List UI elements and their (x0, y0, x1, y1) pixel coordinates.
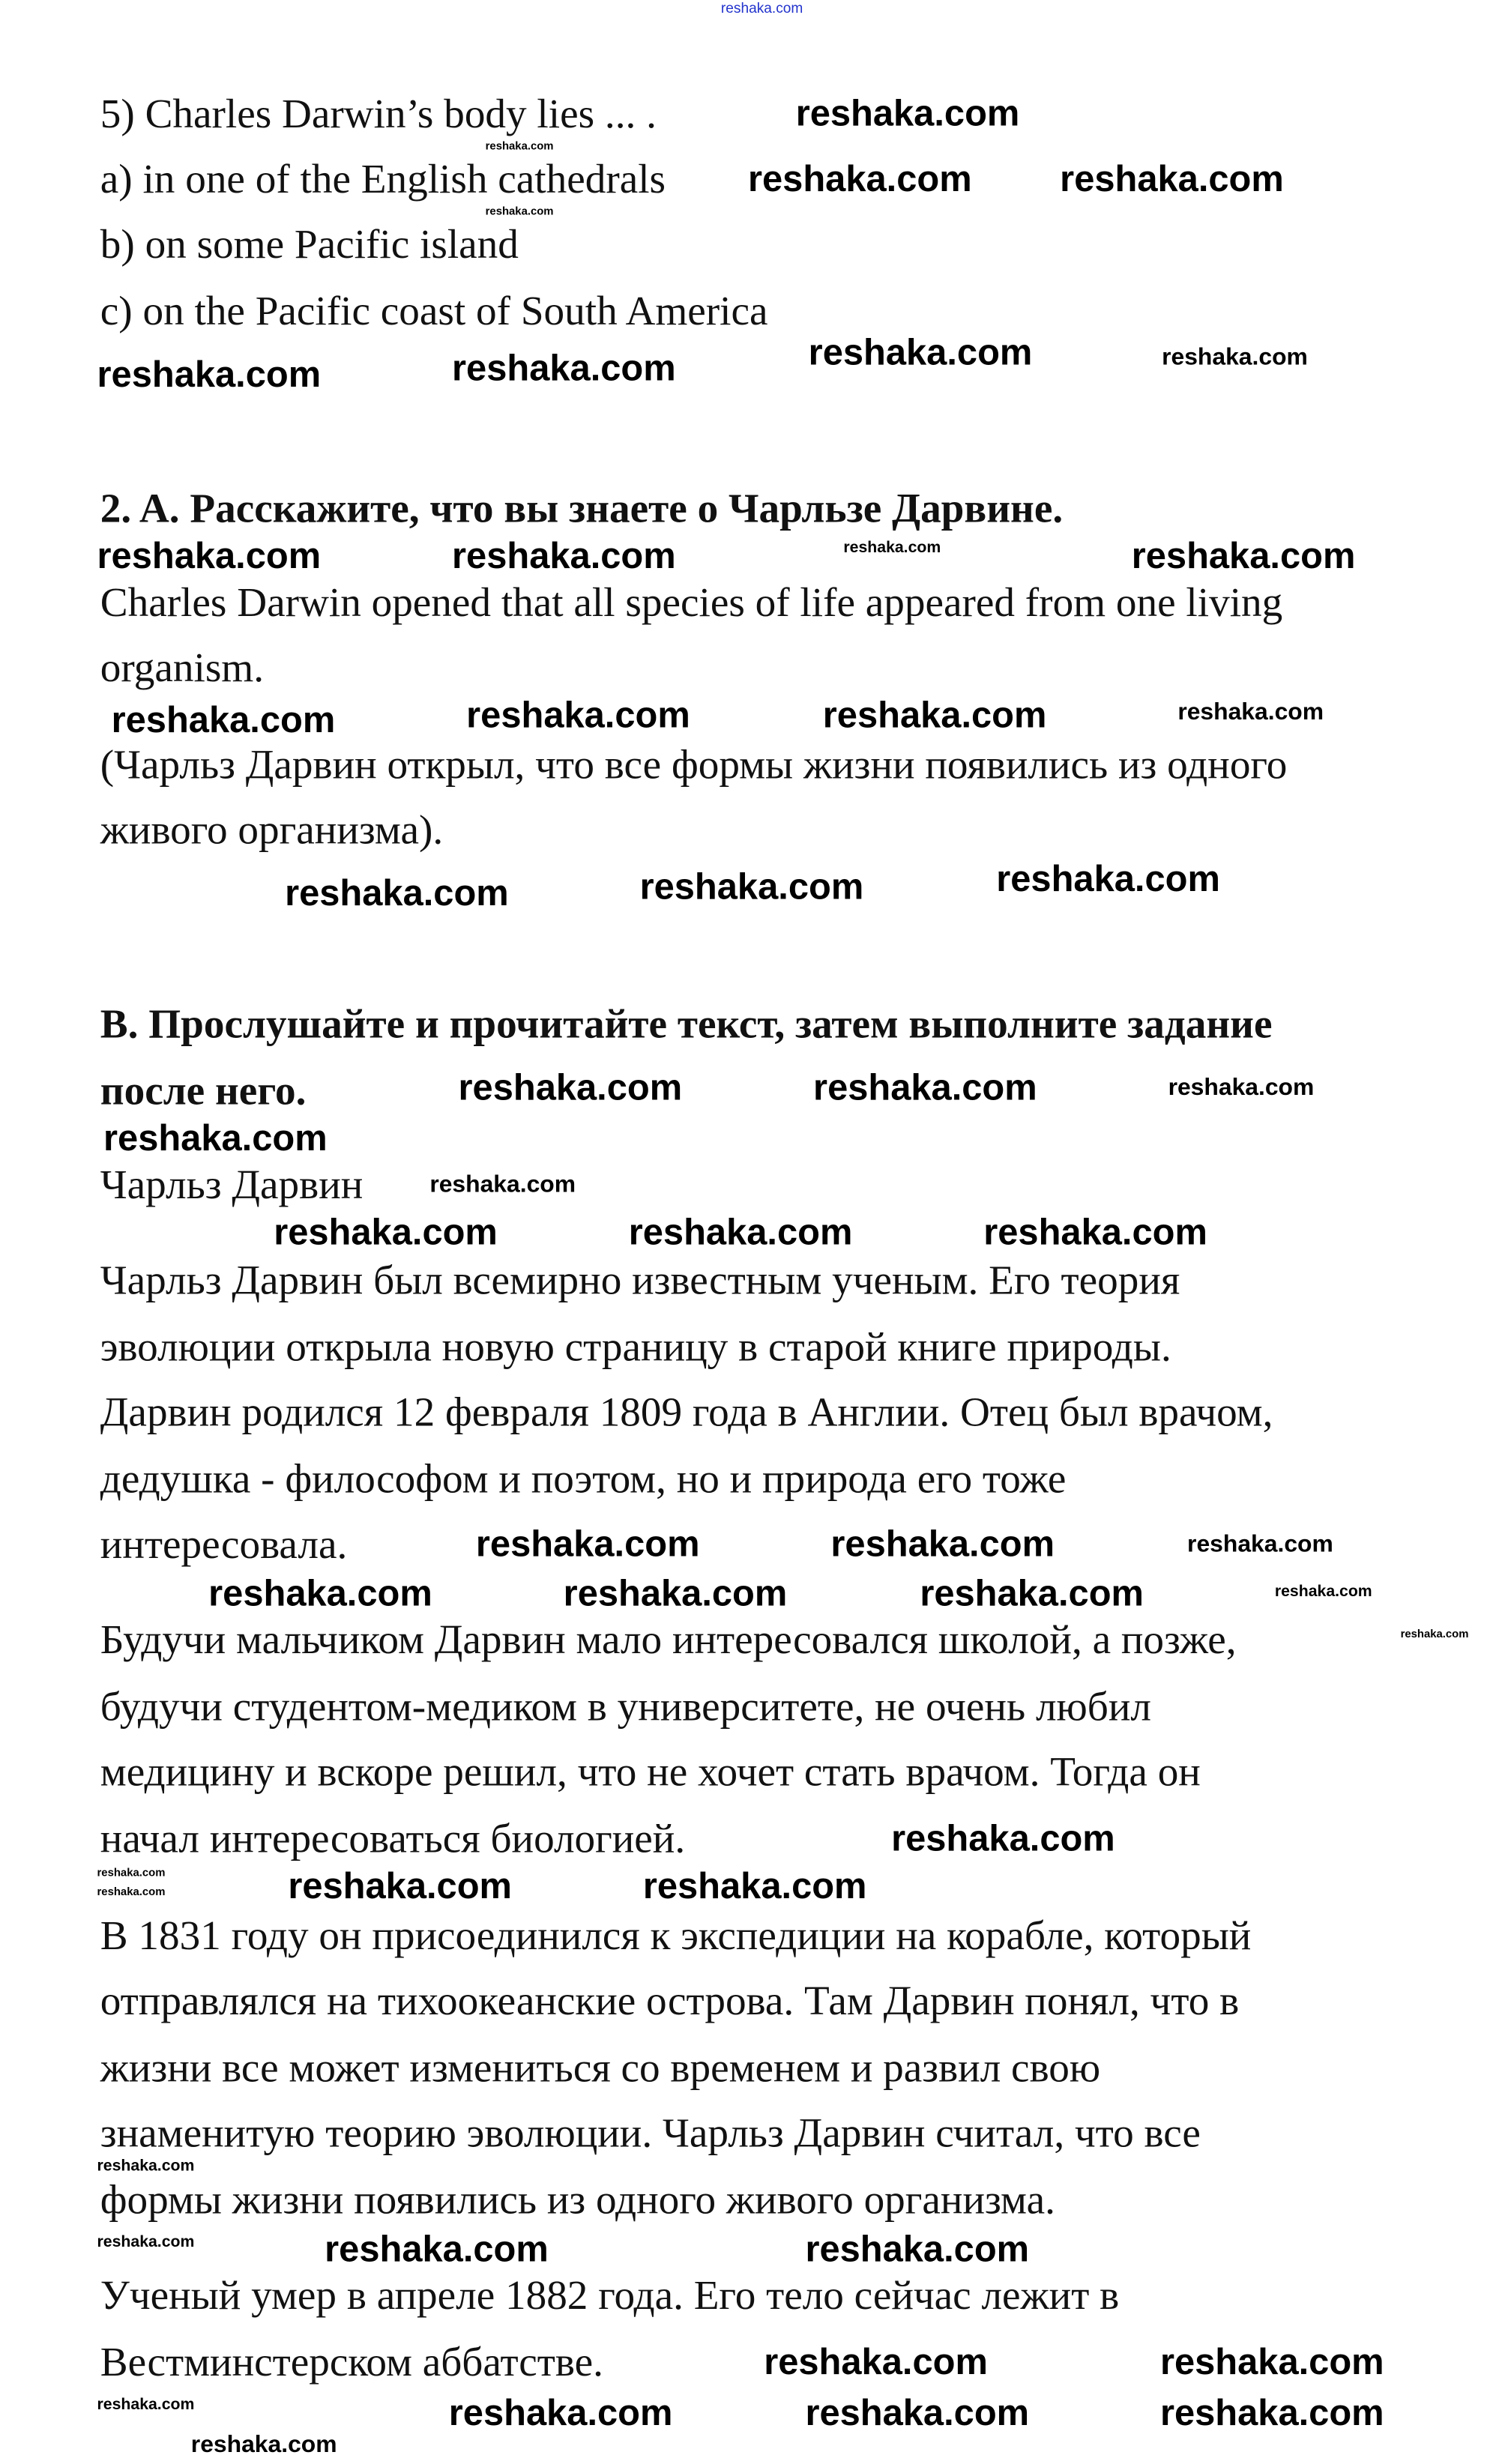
watermark: reshaka.com (808, 330, 1033, 372)
paragraph-line: начал интересоваться биологией. (100, 1815, 686, 1862)
watermark: reshaka.com (805, 2391, 1030, 2433)
watermark: reshaka.com (747, 157, 972, 199)
watermark: reshaka.com (563, 1571, 788, 1614)
watermark: reshaka.com (1131, 534, 1356, 576)
watermark: reshaka.com (97, 1887, 166, 1899)
watermark: reshaka.com (288, 1864, 512, 1906)
paragraph-line: медицину и вскоре решил, что не хочет стать врачом. Тогда он (100, 1748, 1201, 1796)
answer-line: Charles Darwin opened that all species of life appeared from one living (100, 579, 1283, 626)
watermark: reshaka.com (485, 141, 554, 153)
watermark: reshaka.com (97, 2234, 195, 2252)
watermark: reshaka.com (813, 1066, 1037, 1108)
translation-line: (Чарльз Дарвин открыл, что все формы жизни появились из одного (100, 741, 1288, 788)
watermark: reshaka.com (920, 1571, 1144, 1614)
text-title: Чарльз Дарвин (100, 1162, 364, 1208)
watermark: reshaka.com (111, 698, 336, 740)
watermark: reshaka.com (1168, 1074, 1315, 1102)
watermark: reshaka.com (325, 2227, 549, 2269)
translation-line: живого организма). (100, 806, 444, 854)
option-b: b) on some Pacific island (100, 221, 519, 268)
watermark: reshaka.com (475, 1523, 700, 1565)
watermark: reshaka.com (208, 1571, 432, 1614)
paragraph-line: В 1831 году он присоединился к экспедиции на корабле, который (100, 1912, 1252, 1959)
paragraph-line: эволюции открыла новую страницу в старой книге природы. (100, 1323, 1171, 1371)
paragraph-line: Вестминстерском аббатстве. (100, 2339, 603, 2385)
watermark: reshaka.com (996, 857, 1220, 899)
paragraph-line: Дарвин родился 12 февраля 1809 года в Англии. Отец был врачом, (100, 1389, 1273, 1436)
watermark: reshaka.com (795, 92, 1020, 134)
watermark: reshaka.com (639, 866, 864, 908)
watermark: reshaka.com (190, 2431, 337, 2459)
watermark: reshaka.com (1400, 1629, 1469, 1641)
watermark: reshaka.com (429, 1171, 576, 1198)
paragraph-line: жизни все может измениться со временем и развил свою (100, 2044, 1101, 2092)
paragraph-line: дедушка - философом и поэтом, но и природа его тоже (100, 1455, 1067, 1503)
option-c: c) on the Pacific coast of South America (100, 288, 768, 334)
watermark: reshaka.com (97, 2396, 195, 2415)
option-a: a) in one of the English cathedrals (100, 156, 666, 202)
watermark: reshaka.com (285, 872, 509, 914)
paragraph-line: Будучи мальчиком Дарвин мало интересовался школой, а позже, (100, 1616, 1237, 1663)
paragraph-line: формы жизни появились из одного живого организма. (100, 2176, 1055, 2223)
watermark: reshaka.com (452, 346, 676, 389)
watermark: reshaka.com (466, 693, 690, 736)
paragraph-line: знаменитую теорию эволюции. Чарльз Дарвин считал, что все (100, 2110, 1201, 2157)
watermark: reshaka.com (1177, 698, 1324, 726)
paragraph-line: интересовала. (100, 1521, 348, 1568)
watermark: reshaka.com (1060, 157, 1284, 199)
paragraph-line: Чарльз Дарвин был всемирно известным ученым. Его теория (100, 1257, 1180, 1304)
watermark: reshaka.com (642, 1864, 867, 1906)
paragraph-line: отправлялся на тихоокеанские острова. Там Дарвин понял, что в (100, 1978, 1240, 2024)
section-b-heading: после него. (100, 1067, 307, 1114)
watermark: reshaka.com (1187, 1530, 1333, 1558)
watermark: reshaka.com (97, 1867, 166, 1879)
paragraph-line: будучи студентом-медиком в университете, не очень любил (100, 1683, 1151, 1730)
watermark: reshaka.com (1159, 2340, 1384, 2382)
section-2a-heading: 2. A. Расскажите, что вы знаете о Чарльзе Дарвине. (100, 485, 1064, 532)
header-link[interactable]: reshaka.com (720, 0, 803, 16)
question-stem: 5) Charles Darwin’s body lies ... . (100, 91, 657, 137)
section-b-heading: B. Прослушайте и прочитайте текст, затем выполните задание (100, 1000, 1273, 1048)
watermark: reshaka.com (822, 693, 1047, 736)
watermark: reshaka.com (448, 2391, 673, 2433)
answer-line: organism. (100, 644, 265, 691)
watermark: reshaka.com (485, 207, 554, 218)
paragraph-line: Ученый умер в апреле 1882 года. Его тело сейчас лежит в (100, 2272, 1120, 2319)
watermark: reshaka.com (1162, 343, 1308, 371)
watermark: reshaka.com (983, 1210, 1207, 1253)
watermark: reshaka.com (458, 1066, 683, 1108)
watermark: reshaka.com (805, 2227, 1030, 2269)
watermark: reshaka.com (274, 1210, 498, 1253)
watermark: reshaka.com (764, 2340, 988, 2382)
watermark: reshaka.com (1274, 1583, 1372, 1601)
watermark: reshaka.com (452, 534, 676, 576)
watermark: reshaka.com (843, 539, 941, 558)
watermark: reshaka.com (97, 534, 322, 576)
watermark: reshaka.com (97, 2157, 195, 2175)
watermark: reshaka.com (97, 353, 322, 395)
watermark: reshaka.com (891, 1817, 1115, 1859)
watermark: reshaka.com (1159, 2391, 1384, 2433)
watermark: reshaka.com (628, 1210, 853, 1253)
watermark: reshaka.com (830, 1523, 1055, 1565)
watermark: reshaka.com (103, 1117, 328, 1159)
